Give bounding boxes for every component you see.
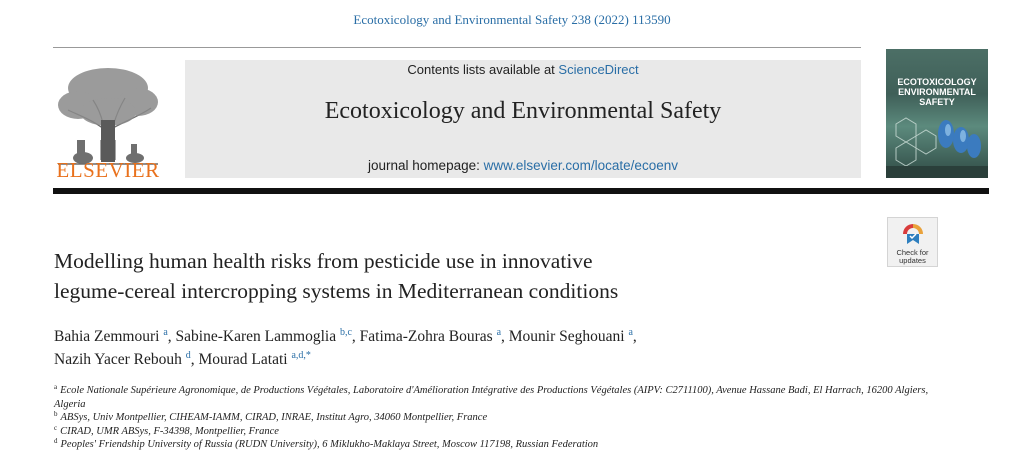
- contents-prefix: Contents lists available at: [407, 62, 555, 77]
- check-for-updates-button[interactable]: [887, 217, 938, 267]
- affiliation-item: [54, 425, 954, 439]
- journal-citation[interactable]: Ecotoxicology and Environmental Safety 238 (2022) 113590: [353, 12, 671, 27]
- author-name[interactable]: Bahia Zemmouri: [54, 328, 160, 345]
- section-divider: [53, 188, 989, 194]
- article-title-line1: Modelling human health risks from pesticide use in innovative: [54, 249, 593, 273]
- homepage-prefix: journal homepage:: [368, 158, 480, 173]
- affiliation-text: CIRAD, UMR ABSys, F-34398, Montpellier, France: [60, 425, 279, 437]
- check-for-updates-label: [888, 249, 937, 265]
- affiliation-text: Ecole Nationale Supérieure Agronomique, de Productions Végétales, Laboratoire d'Amélioration Intégrative des Productions Végétales (AIPV: C2711100), Avenue Hassane Badi, El Harrach, 16200 Algiers, Algeria: [54, 385, 929, 410]
- article-title-line2: legume-cereal intercropping systems in Mediterranean conditions: [54, 279, 619, 303]
- author-name[interactable]: Mounir Seghouani: [508, 328, 625, 345]
- contents-line: [185, 62, 861, 77]
- publisher-name: ELSEVIER: [56, 158, 160, 182]
- check-label-line1: Check for: [896, 248, 929, 257]
- author-separator: ,: [167, 328, 172, 345]
- affiliation-item: [54, 384, 954, 411]
- affiliation-text: ABSys, Univ Montpellier, CIHEAM-IAMM, CIRAD, INRAE, Institut Agro, 34060 Montpellier, France: [60, 412, 488, 423]
- author-affil-marker[interactable]: a,d,*: [291, 350, 311, 361]
- author-name[interactable]: Mourad Latati: [198, 351, 288, 368]
- cover-title: ECOTOXICOLOGY ENVIRONMENTAL SAFETY: [897, 77, 977, 107]
- sciencedirect-link[interactable]: ScienceDirect: [558, 62, 639, 77]
- affiliation-key: b: [54, 410, 58, 418]
- author-separator: ,: [632, 328, 637, 345]
- article-title: [54, 246, 854, 306]
- affiliation-key: a: [54, 383, 58, 391]
- journal-cover-image[interactable]: [886, 49, 988, 178]
- author-separator: ,: [501, 328, 505, 345]
- check-label-line2: updates: [899, 256, 926, 265]
- author-separator: ,: [190, 351, 195, 368]
- author-name[interactable]: Fatima-Zohra Bouras: [359, 328, 493, 345]
- journal-homepage-link[interactable]: www.elsevier.com/locate/ecoenv: [483, 158, 678, 173]
- affiliation-key: d: [54, 437, 58, 445]
- author-name[interactable]: Nazih Yacer Rebouh: [54, 351, 182, 368]
- affiliation-list: [54, 384, 954, 452]
- affiliation-item: [54, 438, 954, 452]
- affiliation-text: Peoples' Friendship University of Russia (RUDN University), 6 Miklukho-Maklaya Street, Moscow 117198, Russian Federation: [60, 439, 599, 450]
- homepage-line: [185, 158, 861, 173]
- author-affil-marker[interactable]: d: [185, 350, 191, 361]
- author-affil-marker[interactable]: a: [496, 327, 502, 338]
- journal-title[interactable]: Ecotoxicology and Environmental Safety: [324, 98, 722, 124]
- author-affil-marker[interactable]: a: [163, 327, 168, 338]
- cover-art-icon: [886, 104, 988, 178]
- header-divider: [53, 47, 861, 48]
- affiliation-item: [54, 411, 954, 425]
- check-for-updates-icon: [901, 222, 925, 248]
- author-name[interactable]: Sabine-Karen Lammoglia: [175, 328, 337, 345]
- author-affil-marker[interactable]: a: [628, 327, 633, 338]
- author-list: [54, 325, 874, 371]
- author-separator: ,: [351, 328, 356, 345]
- journal-banner: [185, 60, 861, 178]
- author-affil-marker[interactable]: b,c: [339, 327, 352, 338]
- affiliation-key: c: [54, 423, 58, 432]
